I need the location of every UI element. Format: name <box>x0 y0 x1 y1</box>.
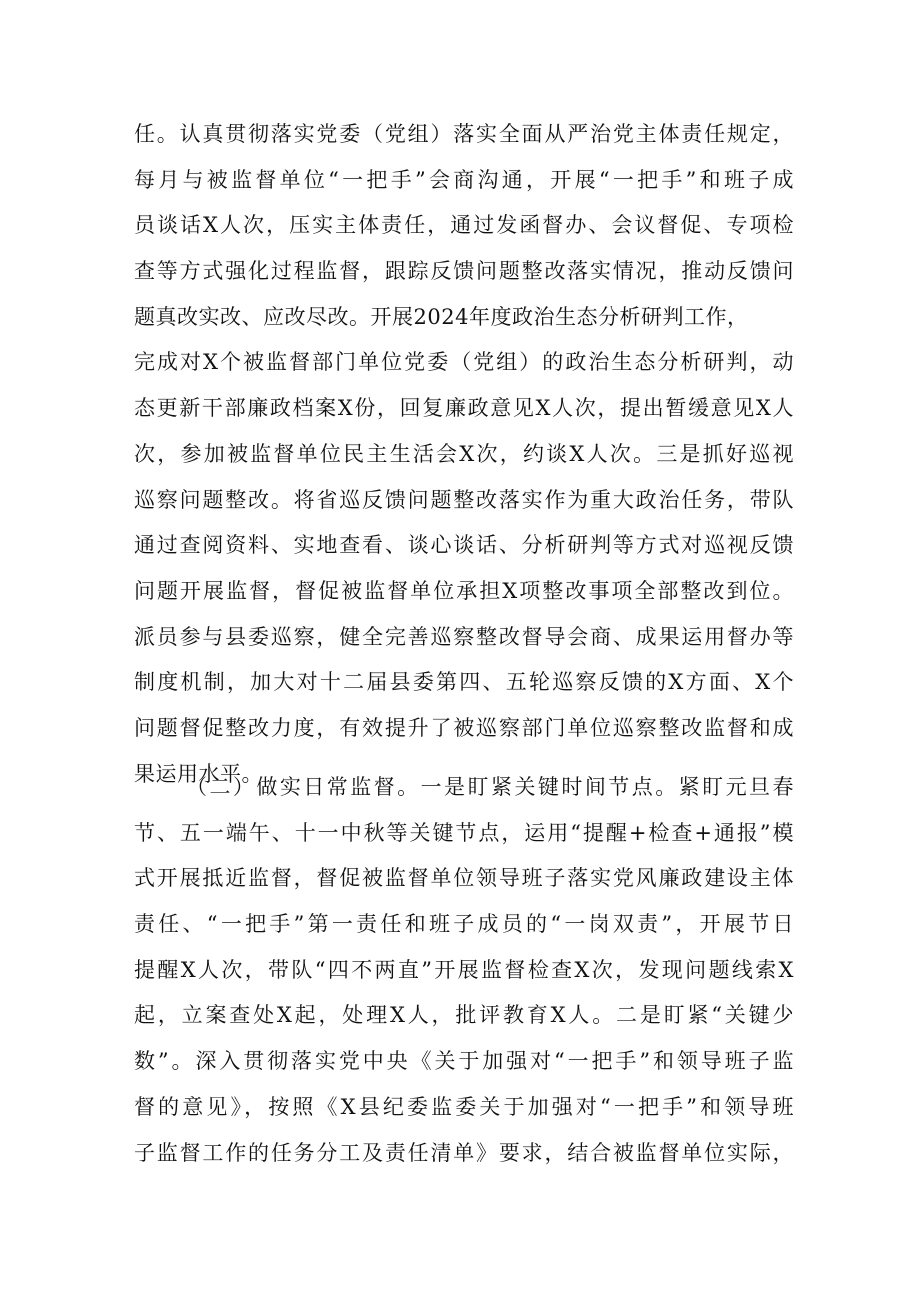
text-line: 完成对X个被监督部门单位党委（党组）的政治生态分析研判，动 <box>134 350 794 375</box>
text-line: 式开展抵近监督，督促被监督单位领导班子落实党风廉政建设主体 <box>134 866 794 891</box>
text-line: 果运用水平。 <box>134 761 263 786</box>
text-line-heading: （二）做实日常监督。一是盯紧关键时间节点。紧盯元旦春 <box>186 775 794 799</box>
text-line: 节、五一端午、十一中秋等关键节点，运用“提醒+检查+通报”模 <box>134 820 794 845</box>
text-line: 态更新干部廉政档案X份，回复廉政意见X人次，提出暂缓意见X人 <box>134 396 794 421</box>
text-line: 每月与被监督单位“一把手”会商沟通，开展“一把手”和班子成 <box>134 167 794 192</box>
text-line: 次，参加被监督单位民主生活会X次，约谈X人次。三是抓好巡视 <box>134 441 794 466</box>
text-line: 问题开展监督，督促被监督单位承担X项整改事项全部整改到位。 <box>134 578 794 603</box>
text-line: 员谈话X人次，压实主体责任，通过发函督办、会议督促、专项检 <box>134 213 794 238</box>
text-line: 任。认真贯彻落实党委（党组）落实全面从严治党主体责任规定， <box>134 122 794 146</box>
text-line: 题真改实改、应改尽改。开展2024年度政治生态分析研判工作， <box>134 304 749 329</box>
text-line: 派员参与县委巡察，健全完善巡察整改督导会商、成果运用督办等 <box>134 624 794 649</box>
text-line: 通过查阅资料、实地查看、谈心谈话、分析研判等方式对巡视反馈 <box>134 533 794 558</box>
text-line: 提醒X人次，带队“四不两直”开展监督检查X次，发现问题线索X <box>134 957 794 982</box>
text-line: 制度机制，加大对十二届县委第四、五轮巡察反馈的X方面、X个 <box>134 670 794 695</box>
paragraph-continued <box>134 112 794 797</box>
paragraph-daily-supervision <box>134 765 794 1176</box>
text-line: 督的意见》，按照《X县纪委监委关于加强对“一把手”和领导班 <box>134 1094 794 1119</box>
text-line: 问题督促整改力度，有效提升了被巡察部门单位巡察整改监督和成 <box>134 715 794 740</box>
text-line: 数”。深入贯彻落实党中央《关于加强对“一把手”和领导班子监 <box>134 1049 794 1074</box>
text-line: 子监督工作的任务分工及责任清单》要求，结合被监督单位实际， <box>134 1140 794 1165</box>
text-line: 巡察问题整改。将省巡反馈问题整改落实作为重大政治任务，带队 <box>134 487 794 512</box>
text-line: 责任、“一把手”第一责任和班子成员的“一岗双责”，开展节日 <box>134 912 794 937</box>
text-line: 起，立案查处X起，处理X人，批评教育X人。二是盯紧“关键少 <box>134 1003 794 1028</box>
text-line: 查等方式强化过程监督，跟踪反馈问题整改落实情况，推动反馈问 <box>134 259 794 284</box>
